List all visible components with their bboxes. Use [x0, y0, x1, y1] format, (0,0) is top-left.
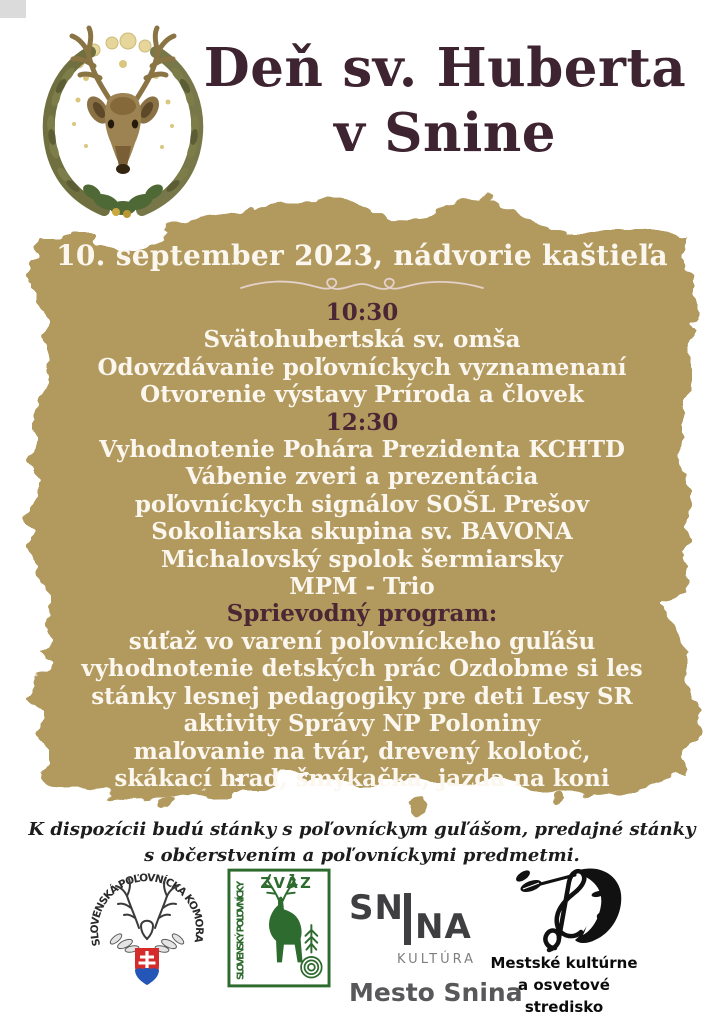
- snina-wordmark-part1: SN: [349, 888, 404, 928]
- schedule-line: 12:30: [325, 408, 399, 436]
- schedule-line: Sokoliarska skupina sv. BAVONA: [151, 518, 573, 546]
- slovenska-polovnicka-komora-logo: [85, 866, 209, 992]
- page-title-line-2: v Snine: [334, 102, 556, 164]
- schedule-line: MPM - Trio: [289, 573, 435, 601]
- mkos-caption: [478, 952, 650, 1018]
- page-title: [195, 34, 695, 164]
- schedule-line: poľovníckych signálov SOŠL Prešov: [134, 490, 590, 518]
- snina-kultura-label: KULTÚRA: [397, 952, 476, 967]
- date-location-text: 10. september 2023, nádvorie kaštieľa: [56, 239, 668, 272]
- slovensky-polovnicky-zvaz-logo: [227, 868, 331, 988]
- snina-kultura-logo: [349, 888, 523, 1007]
- disclaimer-line-2: s občerstvením a poľovníckymi predmetmi.: [144, 845, 580, 866]
- mesto-snina-label: Mesto Snina: [349, 978, 523, 1007]
- spk-ring-text: SLOVENSKÁ POĽOVNÍCKA KOMORA: [88, 871, 206, 948]
- schedule-list: [0, 299, 724, 792]
- schedule-line: Odovzdávanie poľovníckych vyznamenaní: [97, 353, 627, 381]
- schedule-line: skákací hrad, šmýkačka, jazda na koni: [114, 764, 610, 792]
- mkos-caption-line-1: Mestské kultúrne: [490, 954, 638, 972]
- event-banner: [0, 239, 724, 792]
- disclaimer-line-1: K dispozícii budú stánky s poľovníckym guľášom, predajné stánky: [28, 819, 696, 840]
- schedule-line: súťaž vo varení poľovníckeho guľášu: [128, 627, 596, 655]
- svg-text:SLOVENSKÁ POĽOVNÍCKA KOMORA: [89, 872, 205, 947]
- spz-zvaz-text: ZVÄZ: [260, 874, 314, 892]
- music-theatre-mask-icon: [505, 860, 633, 954]
- schedule-line: Vyhodnotenie Pohára Prezidenta KCHTD: [99, 436, 625, 464]
- ornament-divider-icon: [237, 274, 487, 298]
- schedule-line: aktivity Správy NP Poloniny: [183, 710, 541, 738]
- mkos-caption-line-2: a osvetové stredisko: [518, 976, 610, 1016]
- schedule-line: maľovanie na tvár, drevený kolotoč,: [133, 737, 591, 765]
- schedule-line: stánky lesnej pedagogiky pre deti Lesy SR: [91, 682, 633, 710]
- schedule-line: Svätohubertská sv. omša: [203, 326, 521, 354]
- page-title-line-1: Deň sv. Huberta: [203, 37, 687, 99]
- schedule-line: Vábenie zveri a prezentácia: [185, 463, 539, 491]
- schedule-line: vyhodnotenie detských prác Ozdobme si les: [81, 655, 643, 683]
- schedule-line: Otvorenie výstavy Príroda a človek: [140, 381, 584, 409]
- schedule-line: Michalovský spolok šermiarsky: [161, 545, 563, 573]
- snina-wordmark-part2: NA: [415, 907, 472, 947]
- slovak-coat-of-arms-icon: [135, 948, 159, 985]
- snina-wordmark-bar: [404, 893, 411, 945]
- schedule-line: 10:30: [325, 299, 399, 326]
- schedule-line: Sprievodný program:: [226, 600, 498, 628]
- deer-wreath-illustration: [28, 20, 218, 220]
- spz-side-text: SLOVENSKÝ POĽOVNÍCKY: [235, 879, 247, 980]
